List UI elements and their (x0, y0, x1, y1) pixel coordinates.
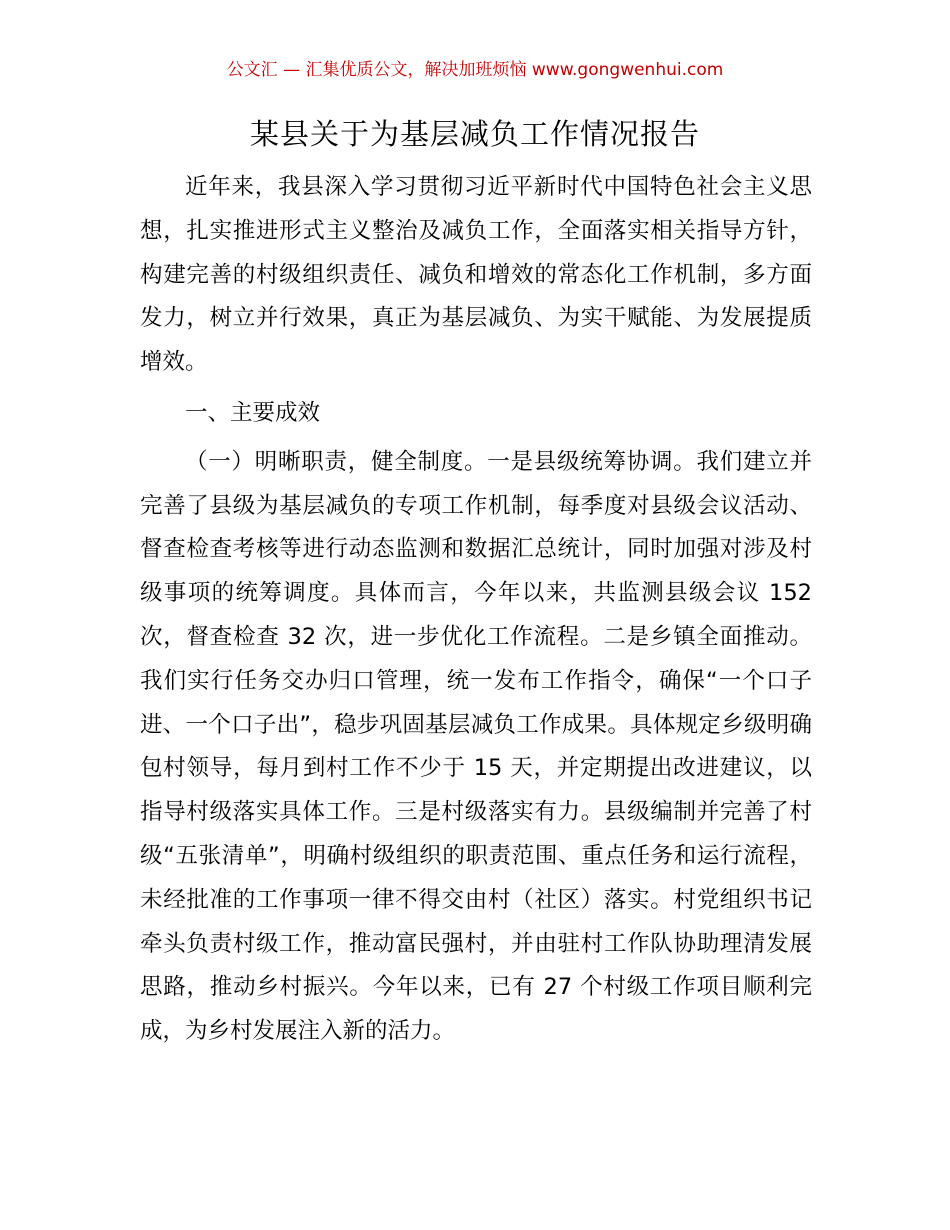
intro-paragraph: 近年来，我县深入学习贯彻习近平新时代中国特色社会主义思想，扎实推进形式主义整治及减负工作，全面落实相关指导方针，构建完善的村级组织责任、减负和增效的常态化工作机制，多方面发力，树立并行效果，真正为基层减负、为实干赋能、为发展提质增效。 (140, 174, 812, 376)
section-paragraph: （一）明晰职责，健全制度。一是县级统筹协调。我们建立并完善了县级为基层减负的专项工作机制，每季度对县级会议活动、督查检查考核等进行动态监测和数据汇总统计，同时加强对涉及村级事项的统筹调度。具体而言，今年以来，共监测县级会议 152 次，督查检查 32 次，进一步优化工作流程。二是乡镇全面推动。我们实行任务交办归口管理，统一发布工作指令，确保“一个口子进、一个口子出”，稳步巩固基层减负工作成果。具体规定乡级明确包村领导，每月到村工作不少于 15 天，并定期提出改进建议，以指导村级落实具体工作。三是村级落实有力。县级编制并完善了村级“五张清单”，明确村级组织的职责范围、重点任务和运行流程，未经批准的工作事项一律不得交由村（社区）落实。村党组织书记牵头负责村级工作，推动富民强村，并由驻村工作队协助理清发展思路，推动乡村振兴。今年以来，已有 27 个村级工作项目顺利完成，为乡村发展注入新的活力。 (140, 448, 812, 1045)
document-title: 某县关于为基层减负工作情况报告 (249, 117, 700, 151)
section-heading: 一、主要成效 (185, 399, 321, 426)
document-body (140, 166, 812, 1054)
site-banner: 公文汇 — 汇集优质公文，解决加班烦恼 www.gongwenhui.com (226, 60, 724, 80)
